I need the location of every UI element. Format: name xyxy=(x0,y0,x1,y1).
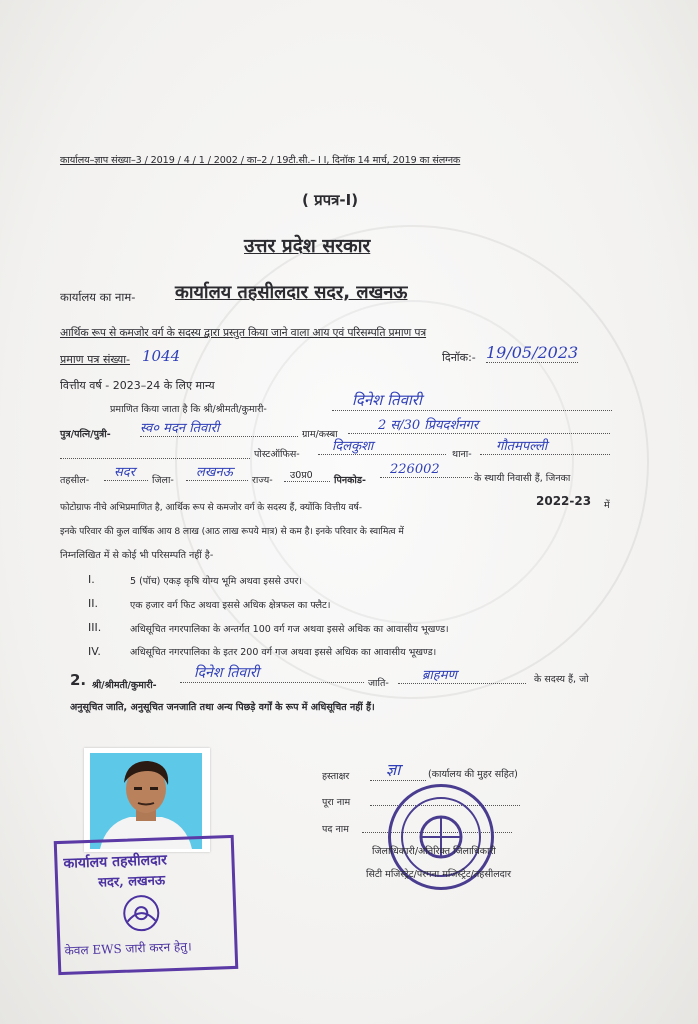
member-text: के सदस्य हैं, जो xyxy=(534,674,589,685)
form-title: ( प्रपत्र-I) xyxy=(302,191,359,209)
parent-label: पुत्र/पत्नि/पुत्री- xyxy=(60,429,111,440)
caste-label: जाति- xyxy=(368,678,389,689)
certificate-heading: आर्थिक रूप से कमजोर वर्ग के सदस्य द्वारा प्रस्तुत किया जाने वाला आय एवं परिसम्पति प्रमाण पत्र xyxy=(60,326,427,339)
caste-value: ब्राहमण xyxy=(398,665,526,684)
asset-text-4: अधिसूचित नगरपालिका के इतर 200 वर्ग गज अथवा इससे अधिक का आवासीय भूखण्ड। xyxy=(130,647,437,658)
seal-note: (कार्यालय की मुहर सहित) xyxy=(428,769,518,780)
pincode-value: 226002 xyxy=(380,462,472,478)
official-line-2: सिटी मजिस्ट्रेट/परगना मजिस्ट्रेट/तहसीलदार xyxy=(366,869,512,880)
stamp-line-2: सदर, लखनऊ xyxy=(97,873,166,891)
post-title-label: पद नाम xyxy=(322,824,349,835)
thana-value: गौतमपल्ली xyxy=(480,436,610,455)
asset-num-1: I. xyxy=(88,573,95,586)
asset-text-2: एक हजार वर्ग फिट अथवा इससे अधिक क्षेत्रफल का फ्लैट। xyxy=(130,600,331,611)
section-2-number: 2. xyxy=(70,671,87,689)
state-value: उ0प्र0 xyxy=(284,468,330,482)
village-value: 2 स/30 प्रियदर्शनगर xyxy=(348,415,610,434)
full-name-label: पूरा नाम xyxy=(322,797,351,808)
financial-year: वित्तीय वर्ष - 2023–24 के लिए मान्य xyxy=(60,379,215,392)
parent-name: स्व० मदन तिवारी xyxy=(140,418,298,437)
person-name: दिनेश तिवारी xyxy=(332,390,612,411)
emblem-icon xyxy=(121,892,162,933)
seal-emblem-icon xyxy=(403,799,479,875)
asset-num-3: III. xyxy=(88,621,102,634)
state-label: राज्य- xyxy=(252,475,273,486)
cert-no-label: प्रमाण पत्र संख्या- xyxy=(60,353,131,366)
asset-text-1: 5 (पॉच) एकड़ कृषि योग्य भूमि अथवा इससे उपर। xyxy=(130,576,303,587)
date-value: 19/05/2023 xyxy=(486,343,579,362)
para-fy: 2022-23 xyxy=(536,494,592,508)
signature-label: हस्ताक्षर xyxy=(322,771,350,782)
para-line-2b: में xyxy=(604,500,610,511)
signature-value: ज्ञा xyxy=(370,758,426,781)
post-office-value: दिलकुशा xyxy=(318,436,446,455)
post-office-label: पोस्टऑफिस- xyxy=(254,449,300,460)
header-reference: कार्यालय–ज्ञाप संख्या–3 / 2019 / 4 / 1 / 2002 / का–2 / 19टी.सी.– I I, दिनॉक 14 मार्च, 2019 का संलग्नक xyxy=(60,155,461,166)
person-silhouette-icon xyxy=(90,753,202,849)
district-value: लखनऊ xyxy=(186,462,248,481)
office-label: कार्यालय का नाम- xyxy=(60,290,136,304)
asset-text-3: अधिसूचित नगरपालिका के अन्तर्गत 100 वर्ग गज अथवा इससे अधिक का आवासीय भूखण्ड। xyxy=(130,624,449,635)
stamp-line-1: कार्यालय तहसीलदार xyxy=(63,852,168,872)
section-2-name: दिनेश तिवारी xyxy=(180,663,364,683)
address-blank xyxy=(60,448,250,459)
govt-name: उत्तर प्रदेश सरकार xyxy=(244,235,371,257)
date-label: दिनॉक:- xyxy=(442,351,476,364)
certify-text: प्रमाणित किया जाता है कि श्री/श्रीमती/कुमारी- xyxy=(110,404,267,415)
para-line-2a: फोटोग्राफ नीचे अभिप्रमाणित है, आर्थिक रूप से कमजोर वर्ग के सदस्य हैं, क्योंकि वित्तीय वर्ष- xyxy=(60,502,362,513)
section-2-label: श्री/श्रीमती/कुमारी- xyxy=(92,680,157,691)
office-name: कार्यालय तहसीलदार सदर, लखनऊ xyxy=(175,282,408,303)
office-stamp xyxy=(54,835,239,975)
tehsil-label: तहसील- xyxy=(60,475,90,486)
para-line-4: निम्नलिखित में से कोई भी परिसम्पति नहीं है- xyxy=(60,550,214,561)
asset-num-2: II. xyxy=(88,597,98,610)
cert-no-value: 1044 xyxy=(142,347,181,365)
round-seal-inner xyxy=(401,797,481,877)
resident-text: के स्थायी निवासी हैं, जिनका xyxy=(474,473,571,484)
para-line-3: इनके परिवार की कुल वार्षिक आय 8 लाख (आठ लाख रूपये मात्र) से कम है। इनके परिवार के स्वामित्व में xyxy=(60,526,404,537)
pincode-label: पिनकोड- xyxy=(334,475,366,486)
village-label: ग्राम/कस्बा xyxy=(302,429,338,440)
thana-label: थाना- xyxy=(452,449,472,460)
asset-num-4: IV. xyxy=(88,645,101,658)
tehsil-value: सदर xyxy=(104,462,148,481)
district-label: जिला- xyxy=(152,475,174,486)
official-line-1: जिलाधिकारी/अतिरिक्त जिलाधिकारी xyxy=(372,846,496,857)
section-2-line-2: अनुसूचित जाति, अनुसूचित जनजाति तथा अन्य पिछड़े वर्गों के रूप में अधिसूचित नहीं हैं। xyxy=(70,702,375,713)
stamp-line-3: केवल EWS जारी करन हेतु। xyxy=(64,939,192,958)
